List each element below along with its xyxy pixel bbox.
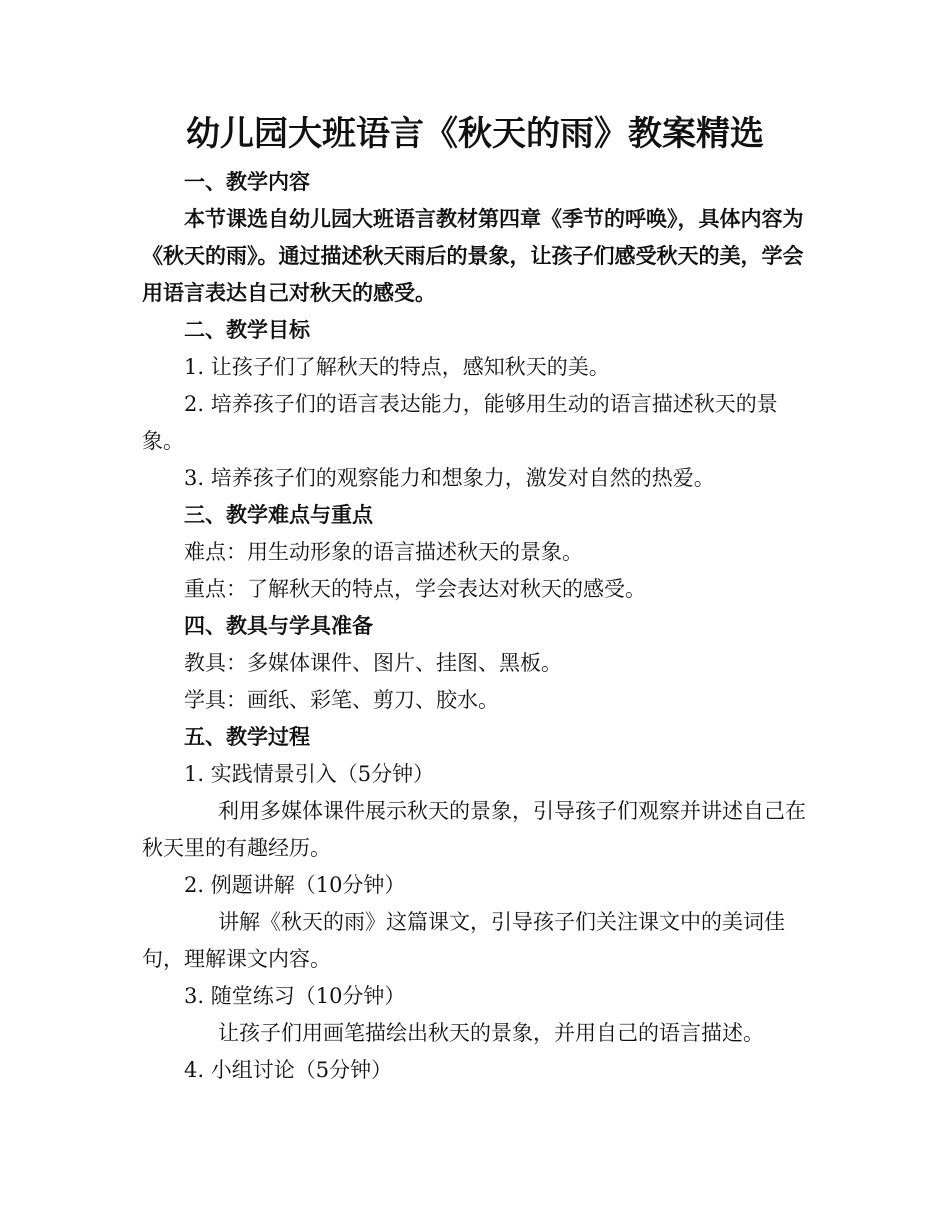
step-label-3: 3. 随堂练习（10分钟） [184,984,406,1008]
section-heading-materials: 四、教具与学具准备 [184,614,373,638]
step-detail-3: 让孩子们用画笔描绘出秋天的景象，并用自己的语言描述。 [218,1021,764,1045]
step-detail-2: 讲解《秋天的雨》这篇课文，引导孩子们关注课文中的美词佳句，理解课文内容。 [142,910,785,971]
step-label-1: 1. 实践情景引入（5分钟） [184,762,435,786]
step-label-2: 2. 例题讲解（10分钟） [184,873,406,897]
student-tools-text: 学具：画纸、彩笔、剪刀、胶水。 [184,688,499,712]
goal-item-1: 1. 让孩子们了解秋天的特点，感知秋天的美。 [184,355,610,379]
section-heading-content: 一、教学内容 [184,170,310,194]
goal-item-3: 3. 培养孩子们的观察能力和想象力，激发对自然的热爱。 [184,466,715,490]
step-detail-1: 利用多媒体课件展示秋天的景象，引导孩子们观察并讲述自己在秋天里的有趣经历。 [142,799,806,860]
section-heading-goals: 二、教学目标 [184,318,310,342]
focus-text: 重点：了解秋天的特点，学会表达对秋天的感受。 [184,577,646,601]
step-label-4: 4. 小组讨论（5分钟） [184,1058,393,1082]
page-title: 幼儿园大班语言《秋天的雨》教案精选 [186,114,764,154]
difficulty-text: 难点：用生动形象的语言描述秋天的景象。 [184,540,583,564]
goal-item-2: 2. 培养孩子们的语言表达能力，能够用生动的语言描述秋天的景象。 [142,392,778,453]
section-heading-process: 五、教学过程 [184,725,310,749]
teacher-tools-text: 教具：多媒体课件、图片、挂图、黑板。 [184,651,562,675]
section-heading-key-points: 三、教学难点与重点 [184,503,373,527]
content-paragraph: 本节课选自幼儿园大班语言教材第四章《季节的呼唤》，具体内容为《秋天的雨》。通过描述秋天雨后的景象，让孩子们感受秋天的美，学会用语言表达自己对秋天的感受。 [142,207,804,305]
